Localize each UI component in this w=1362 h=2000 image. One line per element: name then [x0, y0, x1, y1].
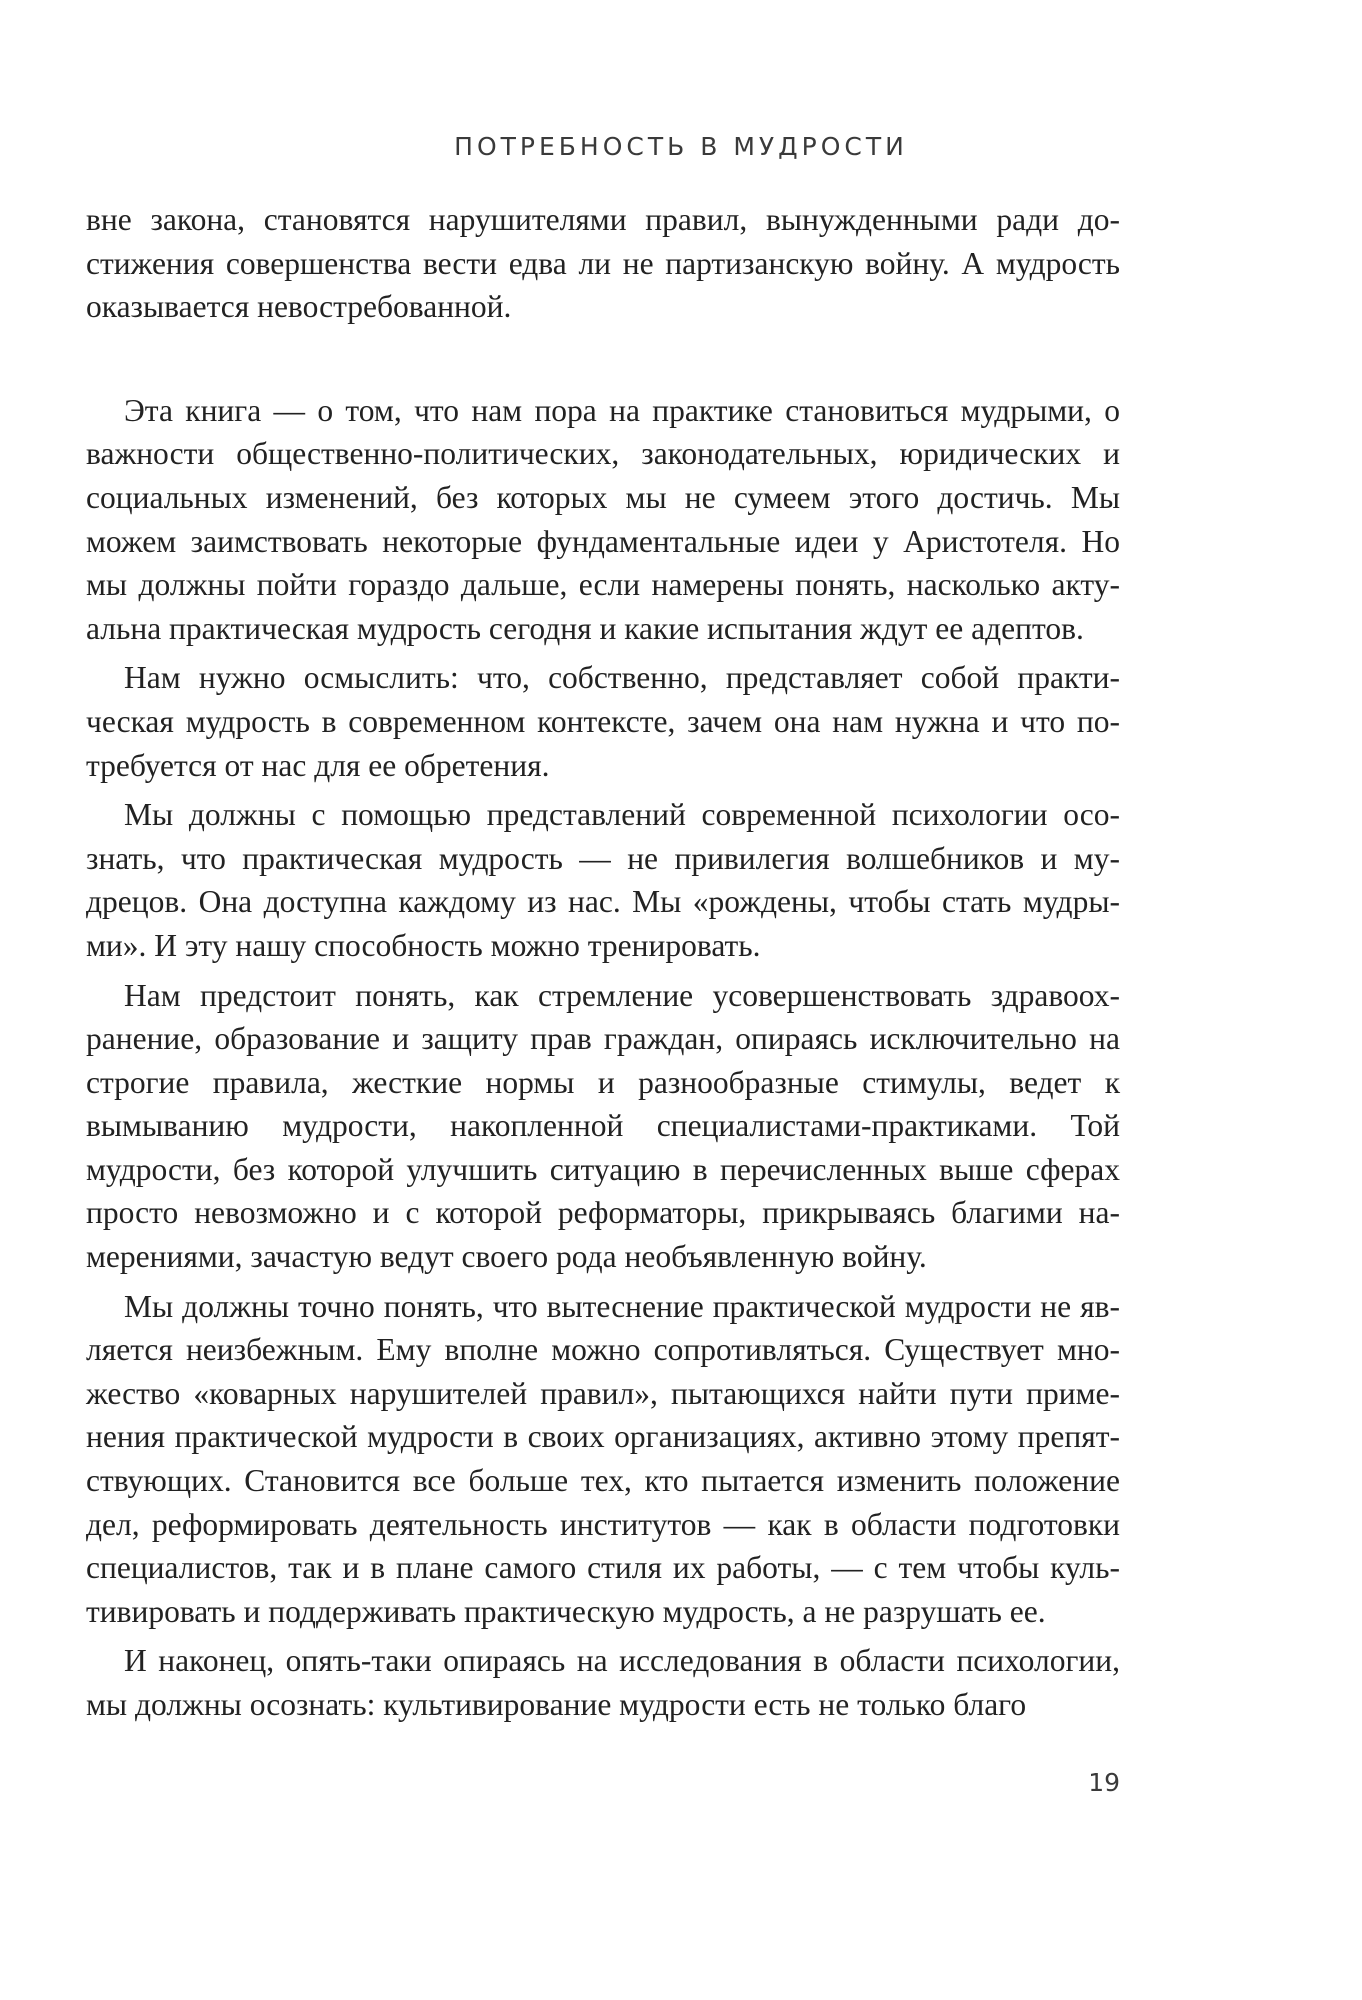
paragraph: Нам предстоит понять, как стремление усовершенствовать здравоохранение, образование и защиту прав граждан, опираясь исключительно на строгие правила, жесткие нормы и разнообразные стимулы, ведет к вымыванию мудрости, накопленной специалистами-практиками. Той мудрости, без которой улучшить ситуацию в перечисленных выше сферах просто невозможно и с которой реформаторы, прикрываясь благими намерениями, зачастую ведут своего рода необъявленную войну. [86, 977, 1120, 1275]
paragraph: Мы должны с помощью представлений современной психологии осознать, что практическая мудрость — не привилегия волшебников и мудрецов. Она доступна каждому из нас. Мы «рождены, чтобы стать мудрыми». И эту нашу способность можно тренировать. [86, 797, 1120, 963]
body-text [86, 198, 1120, 1727]
paragraph: Эта книга — о том, что нам пора на практике становиться мудрыми, о важности общественно-политических, законодательных, юридических и социальных изменений, без которых мы не сумеем этого достичь. Мы можем заимствовать некоторые фундаментальные идеи у Аристотеля. Но мы должны пойти гораздо дальше, если намерены понять, насколько актуальна практическая мудрость сегодня и какие испытания ждут ее адептов. [86, 392, 1120, 646]
paragraph: Нам нужно осмыслить: что, собственно, представляет собой практическая мудрость в современном контексте, зачем она нам нужна и что потребуется от нас для ее обретения. [86, 660, 1120, 783]
paragraph: Мы должны точно понять, что вытеснение практической мудрости не является неизбежным. Ему вполне можно сопротивляться. Существует множество «коварных нарушителей правил», пытающихся найти пути применения практической мудрости в своих организациях, активно этому препятствующих. Становится все больше тех, кто пытается изменить положение дел, реформировать деятельность институтов — как в области подготовки специалистов, так и в плане самого стиля их работы, — с тем чтобы культивировать и поддерживать практическую мудрость, а не разрушать ее. [86, 1288, 1120, 1629]
paragraph-continuation: вне закона, становятся нарушителями правил, вынужденными ради достижения совершенства вести едва ли не партизанскую войну. А мудрость оказывается невостребованной. [86, 202, 1120, 325]
running-head: ПОТРЕБНОСТЬ В МУДРОСТИ [454, 132, 908, 161]
paragraph: И наконец, опять-таки опираясь на исследования в области психологии, мы должны осознать: культивирование мудрости есть не только благо [86, 1643, 1120, 1722]
page-number: 19 [1088, 1768, 1120, 1797]
